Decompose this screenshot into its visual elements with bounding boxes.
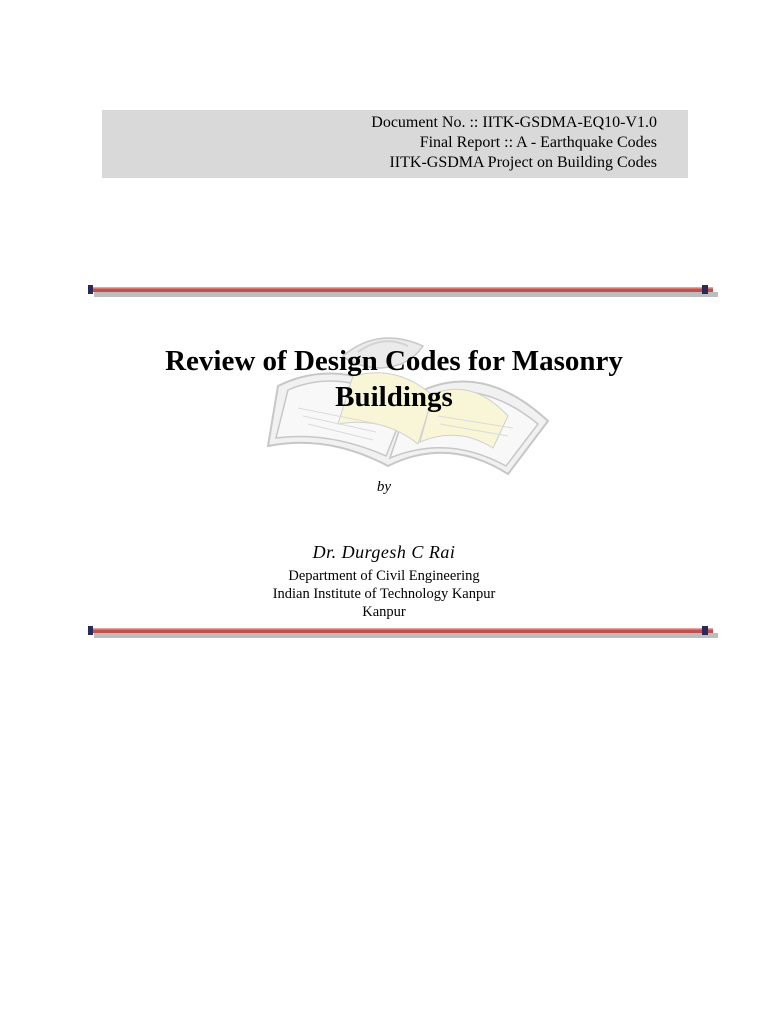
title-line-2: Buildings (335, 381, 453, 413)
document-number: Document No. :: IITK-GSDMA-EQ10-V1.0 (371, 114, 657, 131)
bottom-divider-rule (88, 625, 720, 639)
document-title (84, 343, 704, 415)
author-institute: Indian Institute of Technology Kanpur (272, 586, 496, 602)
author-name: Dr. Durgesh C Rai (312, 542, 456, 562)
author-city: Kanpur (362, 604, 406, 620)
report-type: Final Report :: A - Earthquake Codes (419, 134, 657, 151)
top-divider-rule (88, 284, 720, 298)
author-department: Department of Civil Engineering (288, 568, 480, 584)
byline: by (376, 479, 392, 495)
title-line-1: Review of Design Codes for Masonry (165, 345, 623, 377)
document-header-box (102, 110, 688, 178)
project-name: IITK-GSDMA Project on Building Codes (389, 154, 657, 171)
